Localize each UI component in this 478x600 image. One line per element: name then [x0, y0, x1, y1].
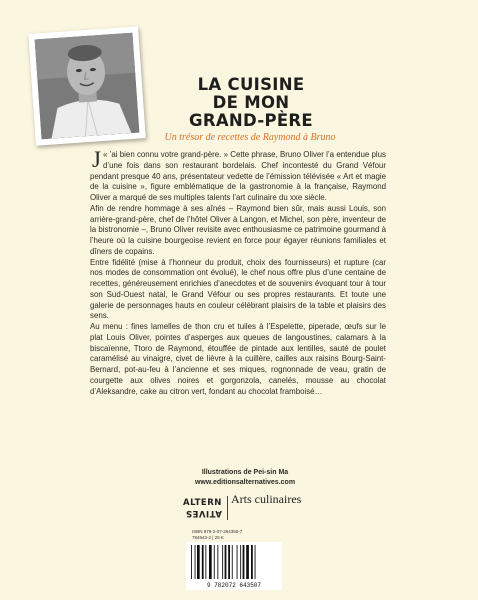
paragraph-hommage: Afin de rendre hommage à ses aînés – Raymond bien sûr, mais aussi Louis, son arrière-grand-père, chef de l’hôtel Oliver à Langon, et Michel, son père, inventeur de la bistronomie –, Bruno Oliver revisite avec enthousiasme ce patrimoine gourmand à l’heure où la cuisine bourgeoise revient en force pour égayer réunions familiales et dîners de copains.	[90, 203, 386, 256]
barcode-bar	[240, 545, 241, 579]
barcode-digits: 9 782072 643507	[206, 582, 262, 589]
barcode-bar	[205, 545, 206, 579]
barcode-bar	[217, 545, 218, 579]
price: 25 €	[214, 535, 224, 540]
barcode-bar	[202, 545, 204, 579]
barcode-bar	[191, 545, 192, 579]
book-title	[166, 76, 336, 130]
back-cover-text	[90, 147, 386, 397]
title-line-3: GRAND-PÈRE	[188, 111, 314, 130]
portrait-illustration	[35, 33, 140, 140]
title-line-1: LA CUISINE	[197, 75, 305, 94]
barcode-bar	[251, 545, 253, 579]
barcode-bar	[243, 545, 245, 579]
publisher-logo	[183, 498, 222, 518]
illustrations-credit: Illustrations de Pei-sin Ma	[201, 469, 289, 476]
barcode-bar	[222, 545, 223, 579]
title-line-2: DE MON	[212, 93, 290, 112]
paragraph-intro-text: ’ai bien connu votre grand-père. » Cette phrase, Bruno Oliver l’a entendue plus d’une fois dans son restaurant bordelais. Chef incontesté du Grand Véfour pendant presque 40 ans, présentateur vedette de l’émission télévisée « Art et magie de la cuisine », figure emblématique de la gastronomie à la française, Raymond Oliver a marqué de ses multiples talents l’art culinaire du xxe siècle.	[90, 150, 386, 202]
author-portrait-image	[35, 33, 140, 140]
paragraph-intro	[90, 147, 386, 204]
publisher-website: www.editionsalternatives.com	[194, 479, 296, 486]
drop-cap: J	[92, 147, 101, 172]
book-subtitle: Un trésor de recettes de Raymond à Bruno	[164, 132, 336, 143]
logo-divider	[227, 496, 228, 520]
price-line: 784643-2 | 25 €	[192, 535, 224, 540]
author-photo	[28, 26, 146, 145]
barcode-bar	[232, 545, 233, 579]
barcode-bar	[197, 545, 200, 579]
publisher-logo-top: ALTERN	[183, 498, 222, 508]
isbn-text: ISBN 978-2-07-264350-7	[192, 529, 243, 534]
paragraph-fidelite: Entre fidélité (mise à l’honneur du produit, choix des fournisseurs) et rupture (car nos modes de consommation ont évolué), le chef nous offre plus d’une centaine de recettes, généreusement enrichies d’anecdotes et de souvenirs évoquant tour à tour son Sud-Ouest natal, le Grand Véfour ou ses propres restaurants. Et toute une galerie de personnages hauts en couleur célébrant plaisirs de la table et plaisirs des sens.	[90, 257, 386, 321]
barcode-bar	[225, 545, 227, 579]
paragraph-menu: Au menu : fines lamelles de thon cru et tuiles à l’Espelette, piperade, œufs sur le plat Louis Oliver, pointes d’asperges aux queues de langoustines, calamars à la biscaïenne, Ttoro de Raymond, étouffée de pintade aux lentilles, sauté de poulet caramélisé au vinaigre, civet de lièvre à la cuillère, cailles aux raisins Bourg-Saint-Bernard, pot-au-feu à l’ancienne et ses miques, rognonnade de veau, gratin de courgette aux olives noires et gorgonzola, canelés, mousse au chocolat d’Aleksandre, cake au citron vert, fondant au chocolat framboisé…	[90, 322, 386, 396]
collection-logo: Arts culinaires	[231, 492, 302, 506]
barcode-bar	[195, 545, 196, 579]
credits	[170, 468, 320, 488]
barcode-bar	[255, 545, 256, 579]
barcode-bar	[228, 545, 230, 579]
barcode-bar	[214, 545, 215, 579]
barcode-bar	[237, 545, 238, 579]
product-code: 784643-2	[192, 535, 212, 540]
barcode	[186, 542, 282, 590]
publisher-logo-bottom: ATIVES	[185, 508, 222, 518]
barcode-bar	[209, 545, 212, 579]
barcode-bar	[246, 545, 249, 579]
opening-quote: «	[102, 150, 110, 159]
